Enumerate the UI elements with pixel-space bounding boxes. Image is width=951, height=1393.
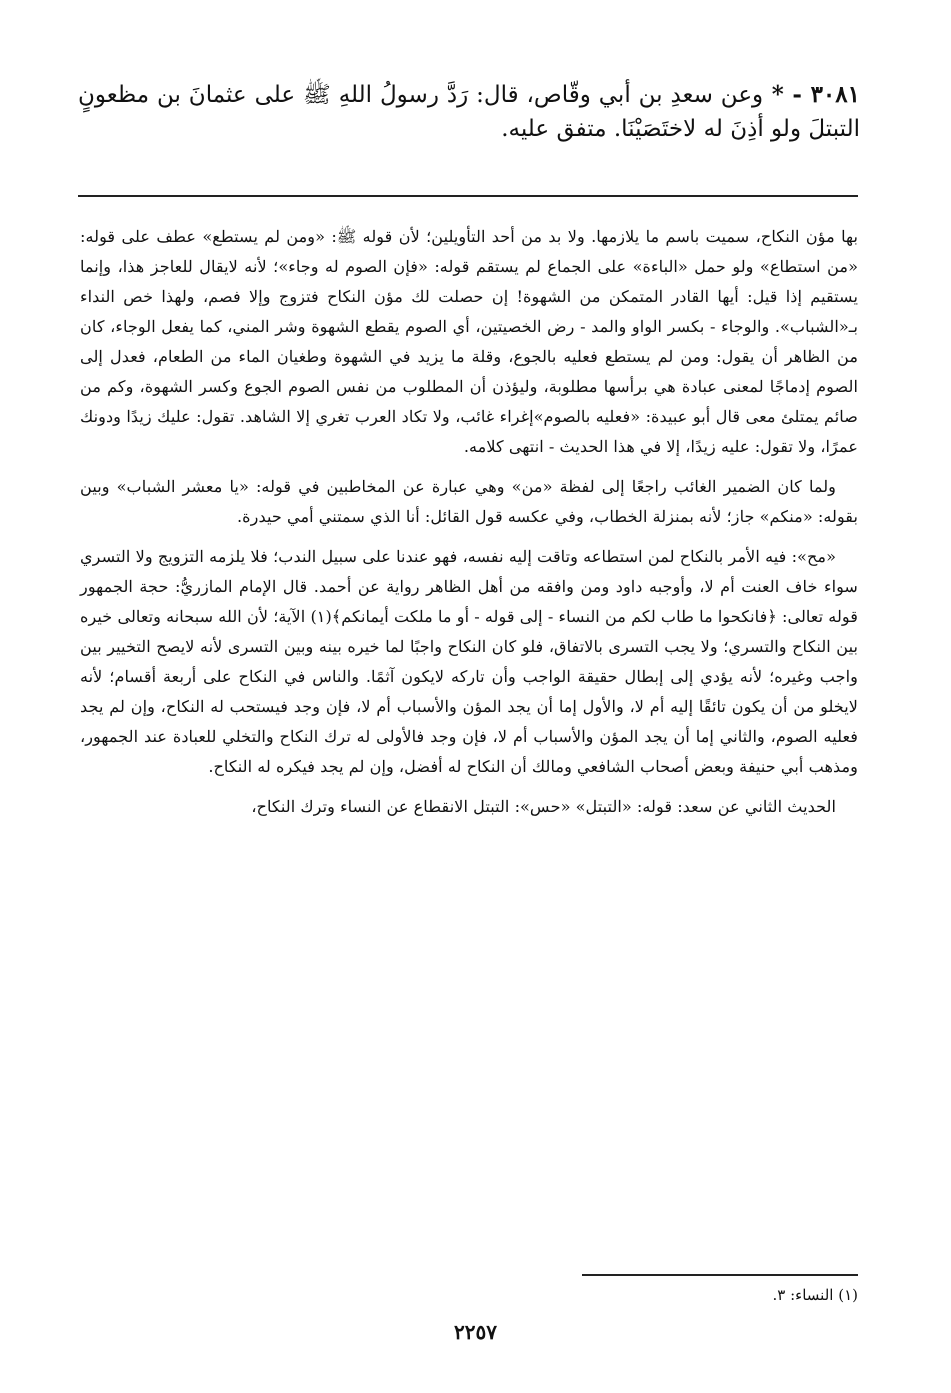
hadith-block bbox=[78, 78, 860, 146]
footnote-rule bbox=[582, 1274, 858, 1276]
hadith-paragraph bbox=[78, 78, 860, 146]
commentary-block bbox=[80, 222, 858, 832]
footnote: (١) النساء: ٣. bbox=[772, 1286, 858, 1304]
commentary-paragraph: بها مؤن النكاح، سميت باسم ما يلازمها. ولا بد من أحد التأويلين؛ لأن قوله ﷺ: «ومن لم يستطع» عطف على قوله: «من استطاع» ولو حمل «الباءة» على الجماع لم يستقم قوله: «فإن الصوم له وجاء»؛ لأنه لايقال للعاجز هذا، وإنما يستقيم إذا قيل: أيها القادر المتمكن من الشهوة! إن حصلت لك مؤن النكاح فتزوج وإلا فصم، ولهذا خص النداء بـ«الشباب». والوجاء - بكسر الواو والمد - رض الخصيتين، أي الصوم يقطع الشهوة وشر المني، كما يفعل الوجاء، كان من الظاهر أن يقول: ومن لم يستطع فعليه بالجوع، وقلة ما يزيد في الشهوة وطغيان الماء من الطعام، فعدل إلى الصوم إدماجًا لمعنى عبادة هي برأسها مطلوبة، وليؤذن أن المطلوب من نفس الصوم الجوع وكسر الشهوة، وكم من صائم يمتلئ معى قال أبو عبيدة: «فعليه بالصوم»إغراء غائب، ولا تكاد العرب تغري إلا الشاهد. تقول: عليك زيدًا ودونك عمرًا، ولا تقول: عليه زيدًا، إلا في هذا الحديث - انتهى كلامه. bbox=[80, 227, 858, 456]
hadith-text: وعن سعدِ بن أبي وقّاص، قال: رَدَّ رسولُ اللهِ ﷺ على عثمانَ بن مظعونٍ التبتلَ ولو أذِنَ له لاختَصَيْنَا. متفق عليه. bbox=[78, 82, 860, 142]
commentary-paragraph: «مح»: فيه الأمر بالنكاح لمن استطاعه وتاقت إليه نفسه، فهو عندنا على سبيل الندب؛ فلا يلزمه التزويج ولا التسري سواء خاف العنت أم لا، وأوجبه داود ومن وافقه من أهل الظاهر رواية عن أحمد. قال الإمام المازريُّ: حجة الجمهور قوله تعالى: ﴿فانكحوا ما طاب لكم من النساء - إلى قوله - أو ما ملكت أيمانكم﴾(١) الآية؛ لأن الله سبحانه وتعالى خيره بين النكاح والتسري؛ ولا يجب التسرى بالاتفاق، فلو كان النكاح واجبًا لما خيره بينه وبين التسرى لأنه لايصح التخيير بين واجب وغيره؛ لأنه يؤدي إلى إبطال حقيقة الواجب وأن تاركه لايكون آثمًا. والناس في النكاح على أربعة أقسام؛ لأنه لايخلو من أن يكون تائقًا إليه أم لا، والأول إما أن يجد المؤن والأسباب أم لا، فإن وجد فيستحب له النكاح، وإن لم يجد فعليه الصوم، والثاني إما أن يجد المؤن والأسباب أم لا، فإن وجد فالأولى له ترك النكاح والتخلي للعبادة عند الجمهور، ومذهب أبي حنيفة وبعض أصحاب الشافعي ومالك أن النكاح له أفضل، وإن لم يجد فيكره له النكاح. bbox=[80, 547, 858, 776]
commentary-paragraph: الحديث الثاني عن سعد: قوله: «التبتل» «حس»: التبتل الانقطاع عن النساء وترك النكاح، bbox=[251, 797, 836, 816]
hadith-number: ٣٠٨١ - * bbox=[763, 81, 860, 108]
commentary-paragraph: ولما كان الضمير الغائب راجعًا إلى لفظة «من» وهي عبارة عن المخاطبين في قوله: «يا معشر الشباب» وبين بقوله: «منكم» جاز؛ لأنه بمنزلة الخطاب، وفي عكسه قول القائل: أنا الذي سمتني أمي حيدرة. bbox=[80, 477, 858, 526]
page-number: ٢٢٥٧ bbox=[454, 1320, 497, 1344]
separator-rule bbox=[78, 195, 858, 197]
